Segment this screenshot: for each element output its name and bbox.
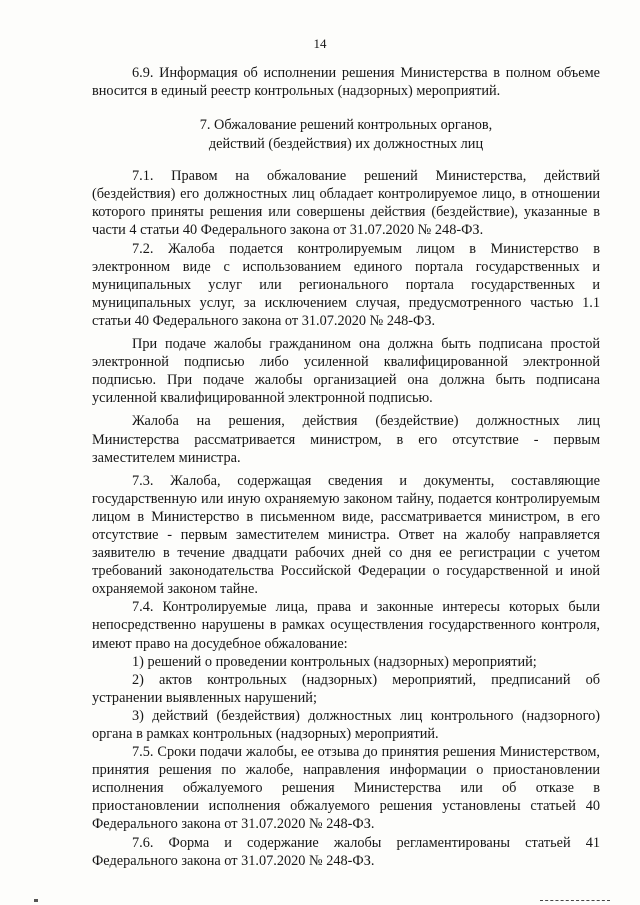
scan-edge-mark-left [34, 899, 38, 902]
document-body [92, 64, 600, 870]
paragraph-7-4: 7.4. Контролируемые лица, права и законные интересы которых были непосредственно нарушены в рамках осуществления государственного контроля, имеют право на досудебное обжалование: [92, 599, 600, 652]
list-item-3: 3) действий (бездействия) должностных лиц контрольного (надзорного) органа в рамках контрольных (надзорных) мероприятий. [92, 707, 600, 742]
paragraph-7-2: 7.2. Жалоба подается контролируемым лицом в Министерство в электронном виде с использованием единого портала государственных и муниципальных услуг или регионального портала государственных и муниципальных услуг, за исключением случая, предусмотренного частью 1.1 статьи 40 Федерального закона от 31.07.2020 № 248-ФЗ. [92, 240, 600, 329]
paragraph-7-1: 7.1. Правом на обжалование решений Министерства, действий (бездействия) его должностных лиц обладает контролируемое лицо, в отношении которого приняты решения или совершены действия (бездействие), указанные в части 4 статьи 40 Федерального закона от 31.07.2020 № 248-ФЗ. [92, 168, 600, 239]
section-7-heading-line1: 7. Обжалование решений контрольных органов, [199, 117, 493, 134]
page-number: 14 [313, 36, 327, 51]
scan-edge-mark-right [540, 900, 610, 903]
paragraph-7-5: 7.5. Сроки подачи жалобы, ее отзыва до принятия решения Министерством, принятия решения по жалобе, направления информации о приостановлении исполнения обжалуемого решения Министерства или об отказе в приостановлении исполнения обжалуемого решения установлены статьей 40 Федерального закона от 31.07.2020 № 248-ФЗ. [92, 744, 600, 833]
paragraph-7-6: 7.6. Форма и содержание жалобы регламентированы статьей 41 Федерального закона от 31.07.2020 № 248-ФЗ. [92, 834, 600, 869]
section-7-heading [92, 116, 600, 153]
list-item-1: 1) решений о проведении контрольных (надзорных) мероприятий; [132, 653, 537, 670]
paragraph-7-3: 7.3. Жалоба, содержащая сведения и документы, составляющие государственную или иную охраняемую законом тайну, подается контролируемым лицом в Министерство в письменном виде, рассматривается министром, в его отсутствие - первым заместителем министра. Ответ на жалобу направляется заявителю в течение двадцати рабочих дней со дня ее регистрации с учетом требований законодательства Российской Федерации о государственной и иной охраняемой законом тайне. [92, 472, 600, 598]
paragraph-complaint-review: Жалоба на решения, действия (бездействие) должностных лиц Министерства рассматривается министром, в его отсутствие - первым заместителем министра. [92, 413, 600, 466]
section-7-heading-line2: действий (бездействия) их должностных лиц [208, 135, 484, 152]
paragraph-signature-requirements: При подаче жалобы гражданином она должна быть подписана простой электронной подписью либо усиленной квалифицированной электронной подписью. При подаче жалобы организацией она должна быть подписана усиленной квалифицированной электронной подписью. [92, 336, 600, 407]
list-item-2: 2) актов контрольных (надзорных) мероприятий, предписаний об устранении выявленных нарушений; [92, 671, 600, 706]
paragraph-6-9: 6.9. Информация об исполнении решения Министерства в полном объеме вносится в единый реестр контрольных (надзорных) мероприятий. [92, 65, 600, 100]
